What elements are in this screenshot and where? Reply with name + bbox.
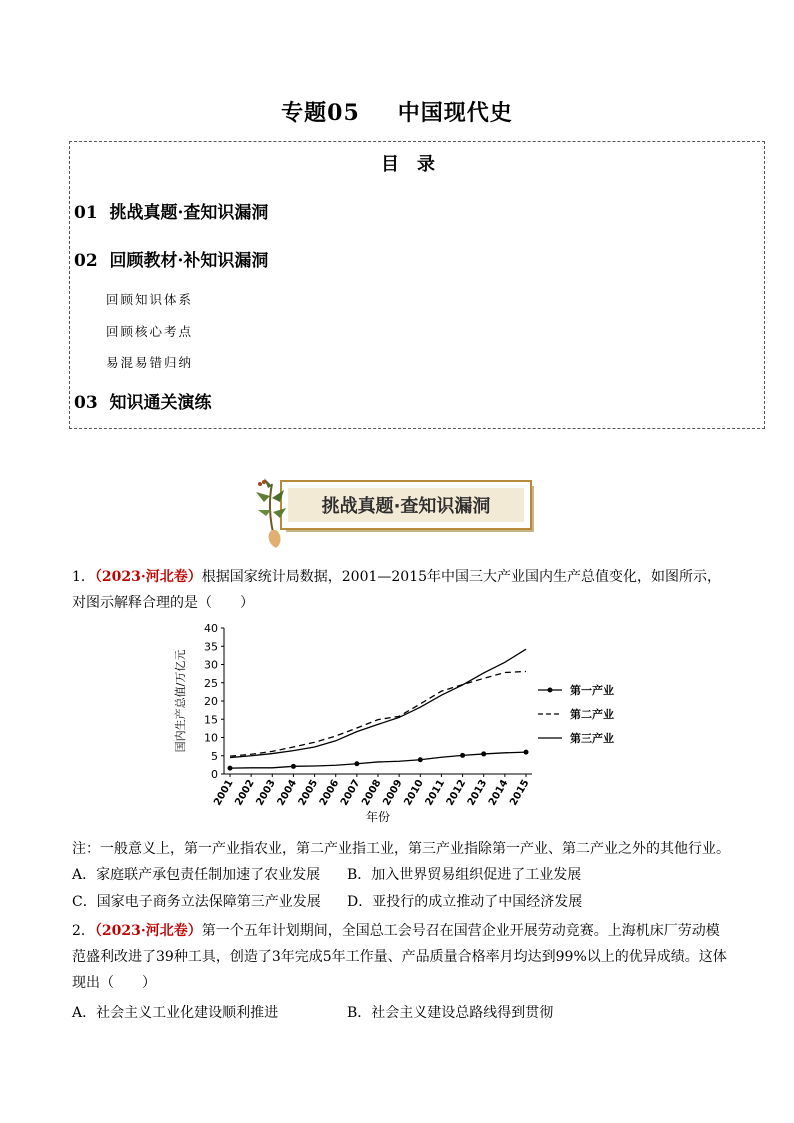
x-tick-label: 2014 [487,778,511,808]
q1-option-b[interactable]: B．加入世界贸易组织促进了工业发展 [347,867,582,883]
x-tick-label: 2003 [254,778,278,808]
toc-subitem-1[interactable]: 回顾知识体系 [106,292,194,307]
x-tick-label: 2002 [233,778,257,808]
series-point [481,751,486,756]
chart-series [228,649,529,770]
series-point [524,750,529,755]
x-tick-label: 2008 [360,778,384,808]
topic-name: 中国现代史 [397,100,513,126]
x-tick-label: 2007 [339,778,363,808]
toc-subitem-2[interactable]: 回顾核心考点 [106,324,194,339]
x-axis-label: 年份 [365,810,391,824]
series-point [228,766,233,771]
series-point [460,753,465,758]
legend-label: 第二产业 [570,708,614,721]
legend-label: 第一产业 [570,684,614,697]
question-1-note: 注：一般意义上，第一产业指农业，第二产业指工业，第三产业指除第一产业、第二产业之外的其他行业。 [72,841,730,857]
x-tick-label: 2013 [465,778,490,808]
chart-axes [173,622,532,824]
x-tick-label: 2012 [444,778,469,808]
toc-item-number: 01 [74,203,98,223]
banner-label: 挑战真题·查知识漏洞 [288,488,524,522]
ginseng-leaf-icon [242,474,302,552]
y-axis-label: 国内生产总值/万亿元 [174,649,187,753]
y-tick-label: 0 [211,768,218,781]
x-tick-label: 2001 [212,778,236,808]
q1-option-a[interactable]: A．家庭联产承包责任制加速了农业发展 [72,867,321,883]
y-tick-label: 15 [204,713,218,727]
page-title [0,96,794,127]
toc-item-number: 02 [74,251,98,271]
y-tick-label: 10 [204,731,218,745]
y-tick-label: 5 [211,749,218,763]
series-point [291,764,296,769]
y-tick-label: 40 [204,622,218,635]
y-tick-label: 35 [204,640,218,654]
x-tick-label: 2004 [275,778,300,808]
q2-option-a[interactable]: A．社会主义工业化建设顺利推进 [72,1005,279,1021]
series-point [418,757,423,762]
series-line-2 [230,671,526,756]
y-tick-label: 20 [204,695,218,708]
legend-marker [548,688,553,693]
toc-item-1[interactable] [74,198,268,223]
question-2-stem [72,918,732,996]
x-tick-label: 2006 [317,778,342,808]
question-text: 第一个五年计划期间，全国总工会号召在国营企业开展劳动竞赛。上海机床厂劳动模范盛利改进了39种工具，创造了3年完成5年工作量、产品质量合格率月均达到99%以上的优异成绩。这体现出（ ） [72,923,727,991]
legend-label: 第三产业 [570,732,614,745]
y-tick-label: 25 [204,676,218,690]
q1-option-c[interactable]: C．国家电子商务立法保障第三产业发展 [72,894,321,910]
q2-option-b[interactable]: B．社会主义建设总路线得到贯彻 [347,1005,554,1021]
banner-frame [280,480,532,530]
chart-legend [538,683,614,745]
x-tick-label: 2005 [296,778,321,808]
section-banner [242,474,542,552]
x-tick-label: 2010 [402,778,426,808]
toc-item-number: 03 [74,393,98,413]
toc-item-label: 知识通关演练 [109,393,212,413]
question-source: （2023·河北卷） [94,923,202,939]
toc-item-label: 挑战真题·查知识漏洞 [109,203,269,223]
question-number: 1． [72,569,95,585]
x-tick-label: 2009 [381,778,405,808]
toc-item-2[interactable] [74,246,268,271]
topic-number: 专题05 [281,100,360,126]
toc-subitem-3[interactable]: 易混易错归纳 [106,355,194,370]
series-line-3 [230,649,526,757]
question-1-stem [72,564,732,616]
x-tick-label: 2011 [423,778,448,808]
toc-item-label: 回顾教材·补知识漏洞 [109,251,269,271]
question-text: 根据国家统计局数据，2001—2015年中国三大产业国内生产总值变化，如图所示，对图示解释合理的是（ ） [72,569,722,611]
y-tick-label: 30 [204,658,218,672]
industry-gdp-line-chart [170,618,640,828]
table-of-contents [69,141,765,429]
series-point [354,761,359,766]
x-tick-label: 2015 [508,778,532,808]
question-source: （2023·河北卷） [94,569,202,585]
question-number: 2． [72,923,95,939]
toc-item-3[interactable] [74,388,212,413]
q1-option-d[interactable]: D．亚投行的成立推动了中国经济发展 [347,894,583,910]
toc-heading: 目录 [381,154,453,175]
